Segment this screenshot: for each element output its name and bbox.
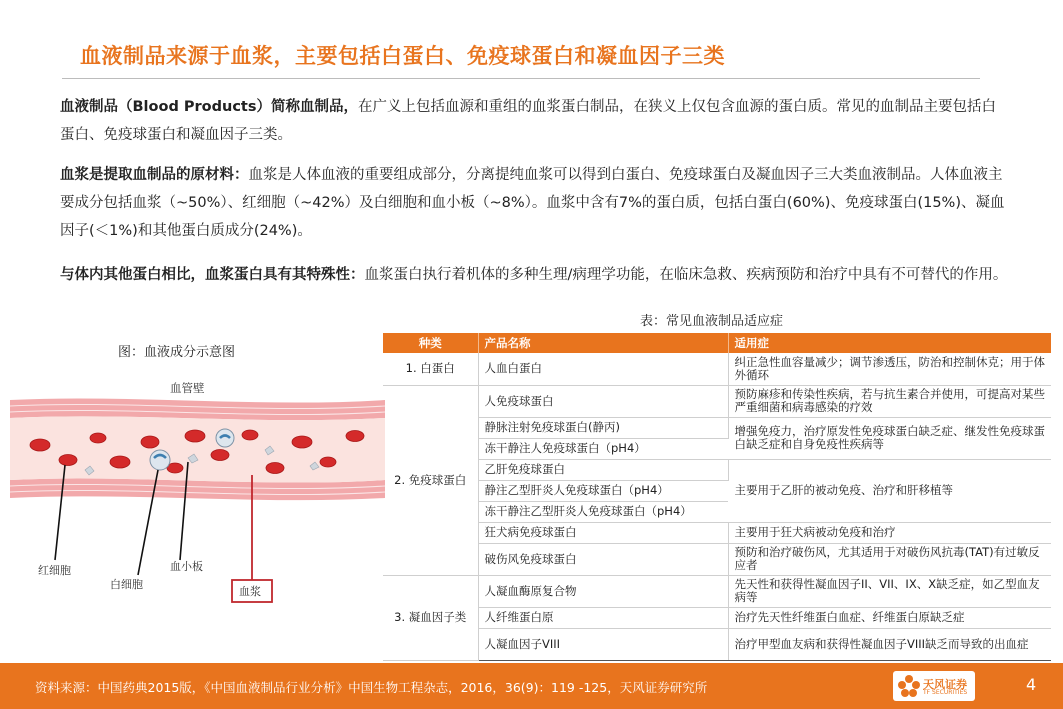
table-row (383, 522, 1051, 543)
table-caption: 表：常见血液制品适应症 (640, 314, 784, 329)
paragraph-body: 血浆蛋白执行着机体的多种生理/病理学功能，在临床急救、疾病预防和治疗中具有不可替代的作用。 (364, 267, 1008, 283)
table-header-row (383, 333, 1051, 353)
rbc-cell (59, 455, 77, 466)
product-cell: 冻干静注人免疫球蛋白（pH4） (478, 438, 728, 459)
logo-flower-icon (896, 673, 922, 699)
logo-text: 天风证券 (923, 678, 967, 691)
category-cell: 2. 免疫球蛋白 (383, 385, 478, 575)
vessel-wall-label: 血管壁 (170, 381, 205, 395)
rbc-label: 红细胞 (38, 564, 71, 577)
company-logo (893, 671, 975, 701)
paragraph-body: 血浆是人体血液的重要组成部分，分离提纯血浆可以得到白蛋白、免疫球蛋白及凝血因子三大类血液制品。人体血液主要成分包括血浆（~50%）、红细胞（~42%）及白细胞和血小板（~8%）。血浆中含有7%的蛋白质，包括白蛋白(60%)、免疫球蛋白(15%)、凝血因子(＜1%)和其他蛋白质成分(24%)。 (60, 167, 1005, 239)
paragraph-blood-products (60, 93, 1008, 149)
page-number: 4 (1026, 675, 1037, 694)
wbc-cell (150, 450, 170, 470)
paragraph-lead: 与体内其他蛋白相比，血浆蛋白具有其特殊性： (60, 267, 365, 283)
header-product: 产品名称 (478, 333, 728, 353)
product-cell: 人凝血酶原复合物 (478, 575, 728, 607)
blood-composition-diagram (10, 370, 385, 615)
indication-cell: 治疗甲型血友病和获得性凝血因子VIII缺乏而导致的出血症 (728, 628, 1051, 660)
title-divider (62, 78, 980, 79)
indication-cell: 主要用于乙肝的被动免疫、治疗和肝移植等 (728, 459, 1051, 522)
product-cell: 静脉注射免疫球蛋白(静丙) (478, 417, 728, 438)
table-row (383, 628, 1051, 660)
product-cell: 冻干静注乙型肝炎人免疫球蛋白（pH4） (478, 501, 728, 522)
product-cell: 人免疫球蛋白 (478, 385, 728, 417)
product-cell: 静注乙型肝炎人免疫球蛋白（pH4） (478, 480, 728, 501)
rbc-cell (30, 439, 50, 451)
paragraph-lead: 血液制品（Blood Products）简称血制品， (60, 99, 358, 115)
table-row (383, 459, 1051, 480)
category-cell: 3. 凝血因子类 (383, 575, 478, 660)
platelet-label: 血小板 (170, 560, 203, 573)
indication-cell: 预防和治疗破伤风，尤其适用于对破伤风抗毒(TAT)有过敏反应者 (728, 543, 1051, 575)
indication-cell: 纠正急性血容量减少；调节渗透压，防治和控制休克；用于体外循环 (728, 353, 1051, 385)
rbc-cell (141, 436, 159, 448)
product-cell: 人凝血因子VIII (478, 628, 728, 660)
indication-table (383, 333, 1051, 661)
logo-subtext: TF SECURITIES (923, 689, 968, 696)
figure-caption: 图：血液成分示意图 (118, 345, 236, 360)
paragraph-body: 在广义上包括血源和重组的血浆蛋白制品，在狭义上仅包含血源的蛋白质。常见的血制品主要包括白蛋白、免疫球蛋白和凝血因子三类。 (60, 99, 996, 143)
wbc-label: 白细胞 (110, 578, 143, 591)
table-row (383, 353, 1051, 385)
product-cell: 人血白蛋白 (478, 353, 728, 385)
rbc-cell (211, 450, 229, 461)
rbc-cell (266, 463, 284, 474)
product-cell: 狂犬病免疫球蛋白 (478, 522, 728, 543)
rbc-cell (90, 433, 106, 443)
rbc-cell (346, 431, 364, 442)
footer-bar (0, 663, 1063, 709)
paragraph-lead: 血浆是提取血制品的原材料： (60, 167, 249, 183)
category-cell: 1. 白蛋白 (383, 353, 478, 385)
rbc-cell (292, 436, 312, 448)
rbc-cell (185, 430, 205, 442)
rbc-cell (242, 430, 258, 440)
indication-cell: 主要用于狂犬病被动免疫和治疗 (728, 522, 1051, 543)
indication-cell: 增强免疫力，治疗原发性免疫球蛋白缺乏症、继发性免疫球蛋白缺乏症和自身免疫性疾病等 (728, 417, 1051, 459)
header-category: 种类 (383, 333, 478, 353)
header-indication: 适用症 (728, 333, 1051, 353)
table-row (383, 543, 1051, 575)
plasma-label: 血浆 (239, 585, 261, 598)
indication-cell: 治疗先天性纤维蛋白血症、纤维蛋白原缺乏症 (728, 607, 1051, 628)
vessel-lumen (10, 416, 385, 482)
wbc-cell (216, 429, 234, 447)
indication-cell: 预防麻疹和传染性疾病，若与抗生素合并使用，可提高对某些严重细菌和病毒感染的疗效 (728, 385, 1051, 417)
table-row (383, 575, 1051, 607)
indication-cell: 先天性和获得性凝血因子II、VII、IX、X缺乏症，如乙型血友病等 (728, 575, 1051, 607)
table-row (383, 385, 1051, 417)
paragraph-plasma-proteins (60, 261, 1008, 289)
page-title: 血液制品来源于血浆，主要包括白蛋白、免疫球蛋白和凝血因子三类 (80, 44, 725, 68)
table-row (383, 607, 1051, 628)
product-cell: 乙肝免疫球蛋白 (478, 459, 728, 480)
table-row (383, 417, 1051, 438)
rbc-cell (110, 456, 130, 468)
rbc-cell (320, 457, 336, 467)
paragraph-plasma (60, 161, 1008, 245)
product-cell: 破伤风免疫球蛋白 (478, 543, 728, 575)
product-cell: 人纤维蛋白原 (478, 607, 728, 628)
footer-source: 资料来源：中国药典2015版，《中国血液制品行业分析》中国生物工程杂志，2016，36(9)：119 -125，天风证券研究所 (35, 680, 708, 695)
